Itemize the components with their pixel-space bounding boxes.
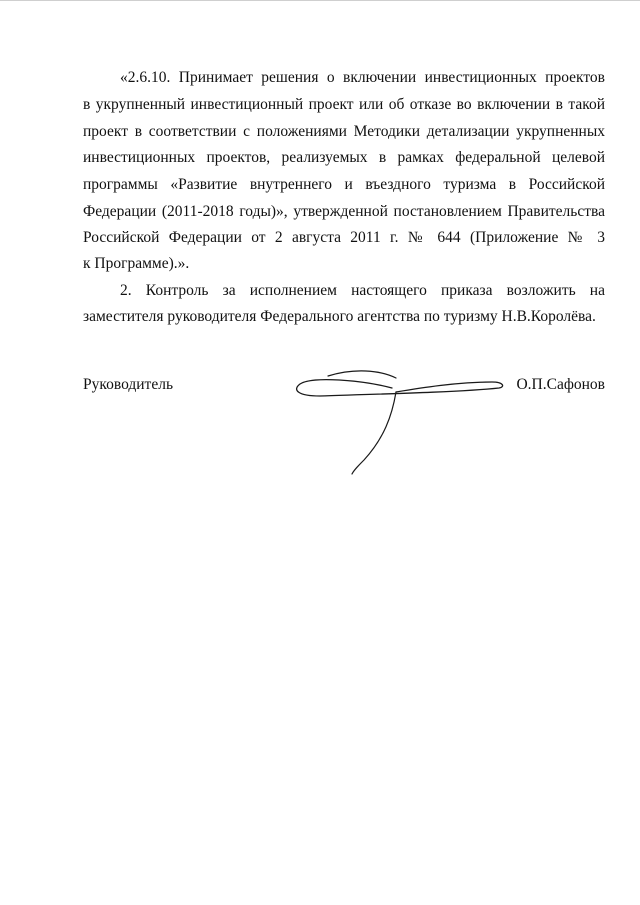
signatory-title: Руководитель <box>83 376 174 393</box>
signatory-name: О.П.Сафонов <box>516 376 605 393</box>
paragraph-line: к Программе).». <box>83 255 190 272</box>
paragraph-line: инвестиционных проектов, реализуемых в рамках федеральной целевой <box>83 149 605 166</box>
paragraph-line: заместителя руководителя Федерального агентства по туризму Н.В.Королёва. <box>83 308 596 325</box>
signature-block <box>83 375 605 399</box>
paragraph-line: Российской Федерации от 2 августа 2011 г. № 644 (Приложение № 3 <box>83 229 605 246</box>
paragraph-line: Федерации (2011-2018 годы)», утвержденной постановлением Правительства <box>83 203 605 220</box>
paragraph-line: проект в соответствии с положениями Методики детализации укрупненных <box>83 123 605 140</box>
paragraph-line: 2. Контроль за исполнением настоящего приказа возложить на <box>120 282 605 299</box>
paragraph-line: программы «Развитие внутреннего и въездного туризма в Российской <box>83 176 605 193</box>
page-top-edge <box>0 0 640 1</box>
paragraph-line: «2.6.10. Принимает решения о включении инвестиционных проектов <box>120 69 605 86</box>
paragraph-line: в укрупненный инвестиционный проект или об отказе во включении в такой <box>83 96 605 113</box>
